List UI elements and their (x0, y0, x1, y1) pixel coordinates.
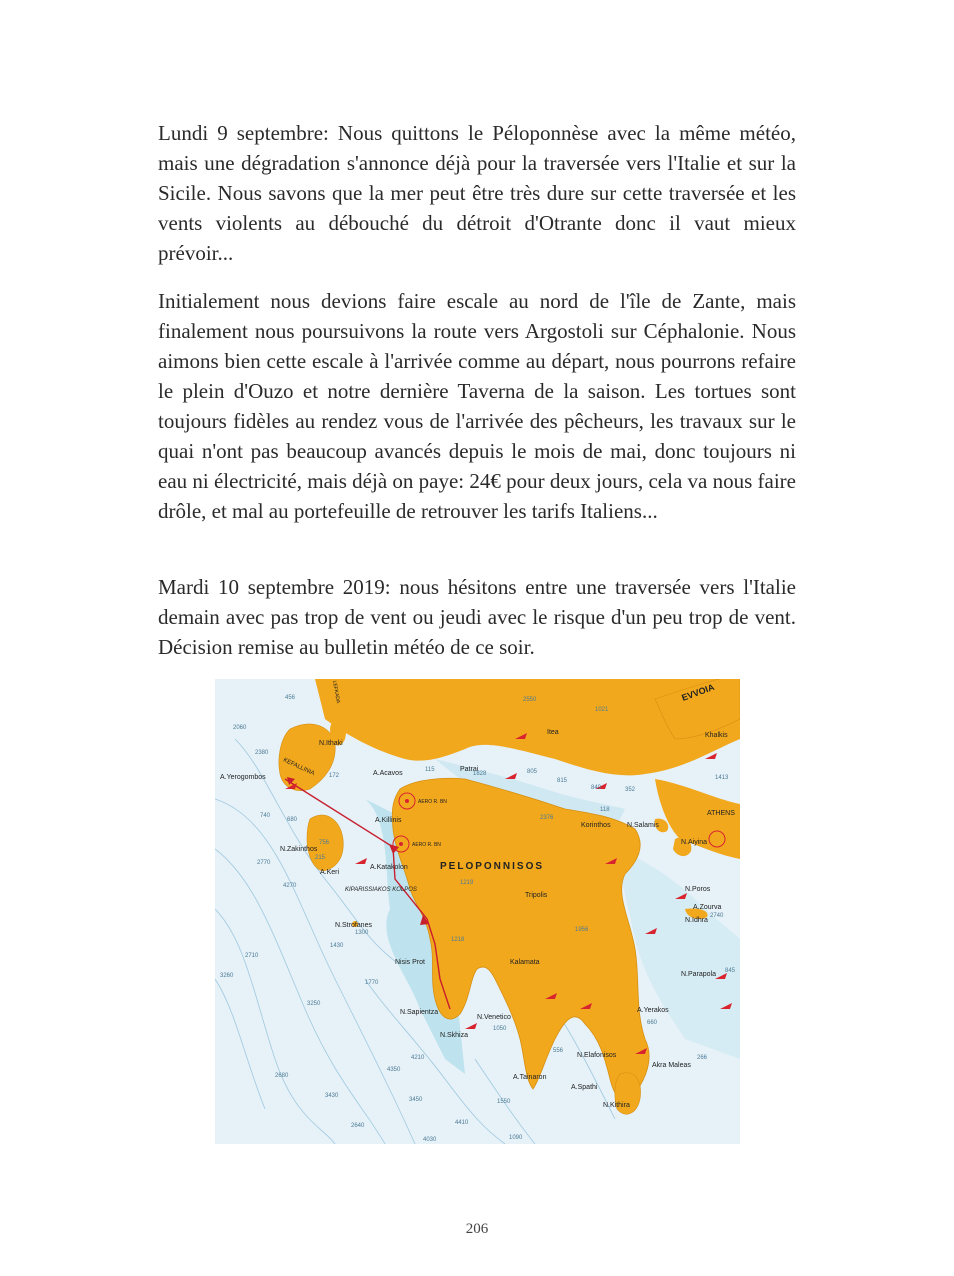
depth-21: 1430 (330, 943, 344, 949)
map-region-label: PELOPONNISOS (440, 861, 545, 872)
depth-24: 3250 (307, 1001, 321, 1007)
label-khalkis: Khalkis (705, 732, 728, 739)
label-kalamata: Kalamata (510, 959, 540, 966)
label-evvoia: EVVOIA (680, 681, 716, 703)
paragraph-initially: Initialement nous devions faire escale au nord de l'île de Zante, mais finalement nous poursuivons la route vers Argostoli sur Céphalonie. Nous aimons bien cette escale à l'arrivée comme au départ, nous pourrons refaire le plein d'Ouzo et notre dernière Taverna de la saison. Les tortues sont toujours fidèles au rendez vous de l'arrivée des pêcheurs, les travaux sur le quai n'ont pas beaucoup avancés depuis le mois de mai, donc toujours ni eau ni électricité, mais déjà on paye: 24€ pour deux jours, cela va nous faire drôle, et mal au portefeuille de retrouver les tarifs Italiens... (158, 289, 796, 523)
label-idhra: N.Idhra (685, 917, 708, 924)
label-ithaki: N.Ithaki (319, 740, 343, 747)
label-kiparissiakos: KIPARISSIAKOS KOLPOS (345, 887, 417, 893)
depth-2: 2380 (255, 750, 269, 756)
paragraph-monday: Lundi 9 septembre: Nous quittons le Péloponnèse avec la même météo, mais une dégradation s'annonce déjà pour la traversée vers l'Italie et sur la Sicile. Nous savons que la mer peut être très dure sur cette traversée et les vents violents au débouché du détroit d'Otrante donc il vaut mieux prévoir... (158, 121, 796, 265)
depth-40: 660 (647, 1020, 658, 1026)
depth-13: 740 (260, 813, 271, 819)
depth-12: 1413 (715, 775, 729, 781)
label-kefallinia: KEFALLINIA (282, 757, 316, 778)
label-keri: A.Keri (320, 869, 340, 876)
label-nisis-prot: Nisis Prot (395, 959, 425, 966)
depth-14: 680 (287, 817, 298, 823)
depth-16: 215 (315, 855, 326, 861)
depth-32: 1550 (497, 1099, 511, 1105)
depth-43: 556 (553, 1048, 564, 1054)
depth-34: 2640 (351, 1123, 365, 1129)
depth-42: 266 (697, 1055, 708, 1061)
depth-31: 3450 (409, 1097, 423, 1103)
label-poros: N.Poros (685, 886, 711, 893)
label-itea: Itea (547, 729, 559, 736)
depth-8: 840 (591, 785, 602, 791)
depth-4: 1021 (595, 707, 609, 713)
label-aiyina: N.Aiyina (681, 839, 708, 846)
page-number: 206 (465, 1221, 489, 1237)
depth-1: 2060 (233, 725, 247, 731)
depth-17: 2770 (257, 860, 271, 866)
depth-25: 1770 (365, 980, 379, 986)
label-yerogombos: A.Yerogombos (220, 774, 266, 781)
label-strofanes: N.Strofanes (335, 922, 372, 929)
label-katakolon: A.Katakolon (370, 864, 408, 871)
depth-45: 172 (329, 773, 340, 779)
depth-5: 1828 (473, 771, 487, 777)
label-acavos: A.Acavos (373, 770, 403, 777)
depth-23: 3260 (220, 973, 234, 979)
depth-41: 2740 (710, 913, 724, 919)
label-yerakos: A.Yerakos (637, 1007, 669, 1014)
depth-18: 4270 (283, 883, 297, 889)
label-killinis: A.Killinis (375, 817, 402, 824)
label-aero-1: AERO R. BN (418, 799, 447, 805)
label-skhiza: N.Skhiza (440, 1032, 469, 1039)
depth-36: 1090 (509, 1135, 523, 1141)
depth-10: 118 (600, 807, 610, 813)
label-patrai: Patrai (460, 766, 479, 773)
depth-35: 4030 (423, 1137, 437, 1143)
depth-39: 845 (725, 968, 736, 974)
depth-11: 2376 (540, 815, 554, 821)
label-parapola: N.Parapola (681, 971, 717, 978)
depth-19: 1219 (460, 880, 474, 886)
depth-29: 2680 (275, 1073, 289, 1079)
depth-20: 1300 (355, 930, 369, 936)
label-tainaron: A.Tainaron (513, 1074, 547, 1081)
depth-28: 4350 (387, 1067, 401, 1073)
depth-27: 4210 (411, 1055, 425, 1061)
label-zourva: A.Zourva (693, 904, 722, 911)
depth-7: 815 (557, 778, 568, 784)
label-sapientza: N.Sapientza (400, 1009, 439, 1016)
label-lefkada: LEFKADA (331, 680, 341, 704)
label-elafonisos: N.Elafonisos (577, 1052, 617, 1059)
depth-3: 2550 (523, 697, 537, 703)
depth-38: 1956 (575, 927, 589, 933)
depth-22: 2710 (245, 953, 259, 959)
depth-37: 1218 (451, 937, 465, 943)
label-salamis: N.Salamis (627, 822, 659, 829)
label-athens: ATHENS (707, 810, 735, 817)
paragraph-tuesday: Mardi 10 septembre 2019: nous hésitons entre une traversée vers l'Italie demain avec pas trop de vent ou jeudi avec le risque d'un peu trop de vent. Décision remise au bulletin météo de ce soir. (158, 575, 796, 659)
label-tripolis: Tripolis (525, 892, 548, 899)
depth-9: 352 (625, 787, 636, 793)
label-kithira: N.Kithira (603, 1102, 630, 1109)
depth-30: 3430 (325, 1093, 339, 1099)
depth-6: 805 (527, 769, 538, 775)
label-zakinthos: N.Zakinthos (280, 846, 318, 853)
label-maleas: Akra Maleas (652, 1062, 691, 1069)
label-venetico: N.Venetico (477, 1014, 511, 1021)
depth-33: 4410 (455, 1120, 469, 1126)
label-spathi: A.Spathi (571, 1084, 598, 1091)
label-korinthos: Korinthos (581, 822, 611, 829)
depth-15: 756 (319, 840, 330, 846)
depth-44: 115 (425, 767, 435, 773)
depth-0: 456 (285, 695, 296, 701)
nautical-chart-map (215, 679, 740, 1144)
label-aero-2: AERO R. BN (412, 842, 441, 848)
depth-26: 1050 (493, 1026, 507, 1032)
